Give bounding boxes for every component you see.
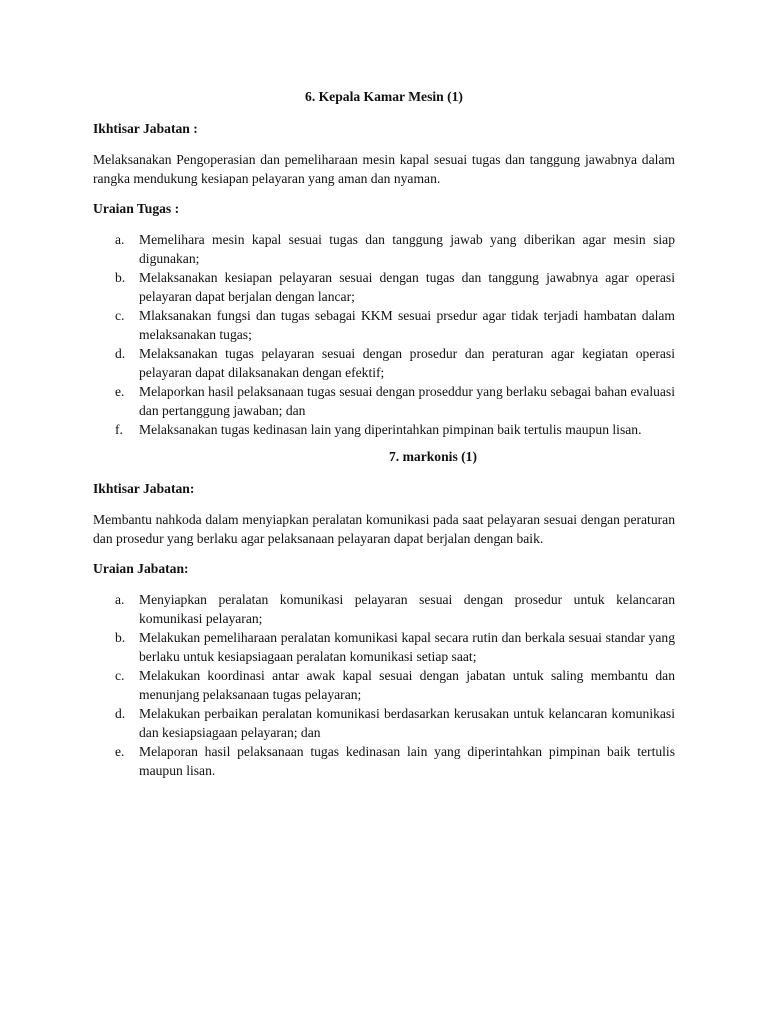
list-item-text: Melaporan hasil pelaksanaan tugas kedinasan lain yang diperintahkan pimpinan baik tertulis maupun lisan. bbox=[139, 744, 675, 778]
list-marker: d. bbox=[115, 346, 126, 361]
list-marker: a. bbox=[115, 592, 125, 607]
ikhtisar-jabatan-text: Melaksanakan Pengoperasian dan pemeliharaan mesin kapal sesuai tugas dan tanggung jawabnya dalam rangka mendukung kesiapan pelayaran yang aman dan nyaman. bbox=[93, 152, 675, 186]
list-item bbox=[93, 382, 675, 420]
list-item-text: Melakukan perbaikan peralatan komunikasi berdasarkan kerusakan untuk kelancaran komunikasi dan kesiapsiagaan pelayaran; dan bbox=[139, 706, 675, 740]
list-item bbox=[93, 230, 675, 268]
list-marker: e. bbox=[115, 744, 125, 759]
list-item-text: Melaksanakan tugas pelayaran sesuai dengan prosedur dan peraturan agar kegiatan operasi pelayaran dapat dilaksanakan dengan efektif; bbox=[139, 346, 675, 380]
uraian-tugas-heading: Uraian Tugas : bbox=[93, 201, 180, 216]
list-item bbox=[93, 420, 675, 439]
list-item-text: Melaksanakan tugas kedinasan lain yang diperintahkan pimpinan baik tertulis maupun lisan. bbox=[139, 422, 642, 437]
ikhtisar-jabatan-heading: Ikhtisar Jabatan : bbox=[93, 121, 198, 136]
list-item-text: Melaksanakan kesiapan pelayaran sesuai dengan tugas dan tanggung jawabnya agar operasi pelayaran dapat berjalan dengan lancar; bbox=[139, 270, 675, 304]
ikhtisar-jabatan-heading: Ikhtisar Jabatan: bbox=[93, 481, 195, 496]
list-item bbox=[93, 306, 675, 344]
list-marker: d. bbox=[115, 706, 126, 721]
section-title-kepala-kamar-mesin: 6. Kepala Kamar Mesin (1) bbox=[305, 89, 463, 104]
list-marker: b. bbox=[115, 270, 126, 285]
list-item-text: Melakukan pemeliharaan peralatan komunikasi kapal secara rutin dan berkala sesuai standar yang berlaku untuk kesiapsiagaan peralatan komunikasi setiap saat; bbox=[139, 630, 675, 664]
ikhtisar-jabatan-text: Membantu nahkoda dalam menyiapkan peralatan komunikasi pada saat pelayaran sesuai dengan peraturan dan prosedur yang berlaku agar pelaksanaan pelayaran dapat berjalan dengan baik. bbox=[93, 512, 675, 546]
list-item bbox=[93, 590, 675, 628]
list-marker: a. bbox=[115, 232, 125, 247]
uraian-jabatan-list bbox=[93, 590, 675, 780]
list-item bbox=[93, 268, 675, 306]
list-item bbox=[93, 704, 675, 742]
list-item bbox=[93, 742, 675, 780]
list-marker: c. bbox=[115, 668, 125, 683]
list-marker: c. bbox=[115, 308, 125, 323]
list-item bbox=[93, 666, 675, 704]
uraian-tugas-list bbox=[93, 230, 675, 439]
list-item-text: Memelihara mesin kapal sesuai tugas dan tanggung jawab yang diberikan agar mesin siap digunakan; bbox=[139, 232, 675, 266]
list-marker: f. bbox=[115, 422, 123, 437]
list-marker: e. bbox=[115, 384, 125, 399]
list-item-text: Melaporkan hasil pelaksanaan tugas sesuai dengan proseddur yang berlaku sebagai bahan evaluasi dan pertanggung jawaban; dan bbox=[139, 384, 675, 418]
list-item-text: Mlaksanakan fungsi dan tugas sebagai KKM sesuai prsedur agar tidak terjadi hambatan dalam melaksanakan tugas; bbox=[139, 308, 675, 342]
uraian-jabatan-heading: Uraian Jabatan: bbox=[93, 561, 189, 576]
list-item-text: Menyiapkan peralatan komunikasi pelayaran sesuai dengan prosedur untuk kelancaran komunikasi pelayaran; bbox=[139, 592, 675, 626]
list-item-text: Melakukan koordinasi antar awak kapal sesuai dengan jabatan untuk saling membantu dan menunjang pelaksanaan tugas pelayaran; bbox=[139, 668, 675, 702]
list-marker: b. bbox=[115, 630, 126, 645]
section-title-markonis: 7. markonis (1) bbox=[389, 449, 477, 464]
document-page bbox=[93, 87, 675, 780]
list-item bbox=[93, 344, 675, 382]
list-item bbox=[93, 628, 675, 666]
